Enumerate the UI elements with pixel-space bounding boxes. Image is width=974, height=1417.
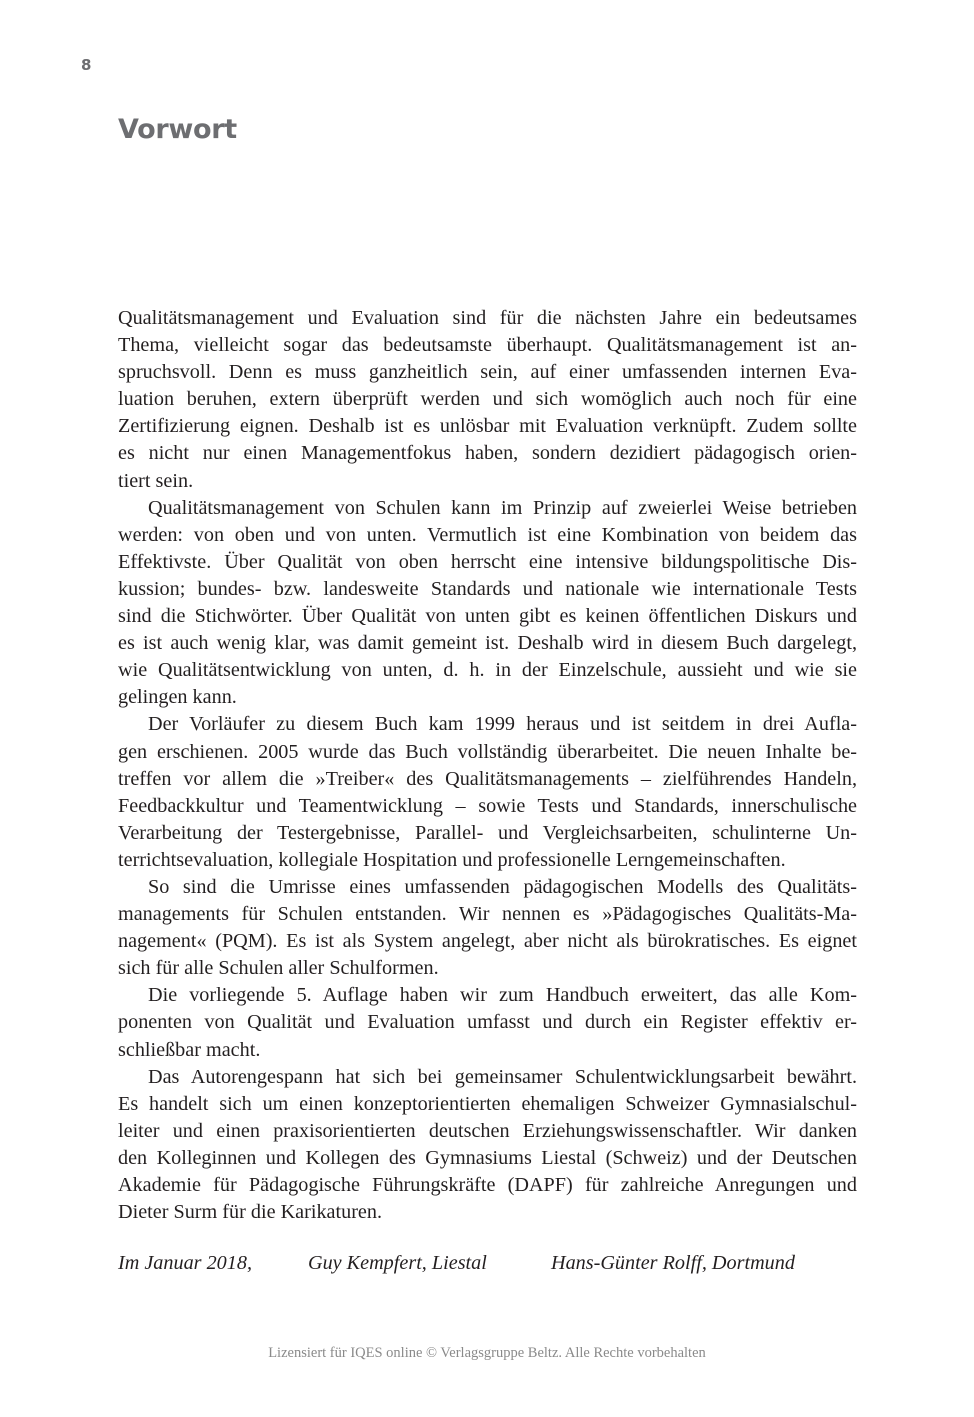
signature-line — [118, 1252, 857, 1280]
text-line: sind die Stichwörter. Über Qualität von unten gibt es keinen öffentlichen Diskurs und — [118, 605, 857, 628]
text-line: terrichtsevaluation, kollegiale Hospitation und professionelle Lerngemeinschaften. — [118, 848, 786, 871]
text-line: ponenten von Qualität und Evaluation umfasst und durch ein Register effektiv er- — [118, 1011, 857, 1034]
signature-author-2: Hans-Günter Rolff, Dortmund — [551, 1252, 795, 1274]
paragraph — [118, 982, 857, 1063]
text-line: treffen vor allem die »Treiber« des Qualitätsmanagements – zielführendes Handeln, — [118, 767, 857, 790]
paragraph — [118, 874, 857, 982]
text-line: Qualitätsmanagement von Schulen kann im Prinzip auf zweierlei Weise betrieben — [148, 496, 857, 519]
signature-author-1: Guy Kempfert, Liestal — [308, 1252, 487, 1274]
text-line: So sind die Umrisse eines umfassenden pädagogischen Modells des Qualitäts- — [148, 875, 857, 898]
page-number: 8 — [81, 56, 92, 74]
text-line: sich für alle Schulen aller Schulformen. — [118, 957, 439, 980]
text-line: Die vorliegende 5. Auflage haben wir zum Handbuch erweitert, das alle Kom- — [148, 984, 857, 1007]
text-line: tiert sein. — [118, 469, 194, 492]
paragraph — [118, 711, 857, 874]
text-line: es nicht nur einen Managementfokus haben, sondern dezidiert pädagogisch orien- — [118, 442, 857, 465]
text-line: spruchsvoll. Denn es muss ganzheitlich sein, auf einer umfassenden internen Eva- — [118, 361, 857, 384]
text-line: Effektivste. Über Qualität von oben herrscht eine intensive bildungspolitische Dis- — [118, 550, 857, 573]
text-line: Verarbeitung der Testergebnisse, Parallel- und Vergleichsarbeiten, schulinterne Un- — [118, 821, 857, 844]
text-line: Das Autorengespann hat sich bei gemeinsamer Schulentwicklungsarbeit bewährt. — [148, 1065, 857, 1088]
body-text — [118, 305, 857, 1226]
text-line: Zertifizierung eignen. Deshalb ist es unlösbar mit Evaluation verknüpft. Zudem sollte — [118, 415, 857, 438]
text-line: es ist auch wenig klar, was damit gemeint ist. Deshalb wird in diesem Buch dargelegt, — [118, 632, 857, 655]
text-line: nagement« (PQM). Es ist als System angelegt, aber nicht als bürokratisches. Es eignet — [118, 930, 857, 953]
text-line: Qualitätsmanagement und Evaluation sind für die nächsten Jahre ein bedeutsames — [118, 307, 857, 329]
text-line: gelingen kann. — [118, 686, 237, 709]
text-line: Akademie für Pädagogische Führungskräfte (DAPF) für zahlreiche Anregungen und — [118, 1174, 857, 1196]
text-line: schließbar macht. — [118, 1038, 261, 1061]
text-line: luation beruhen, extern überprüft werden und sich womöglich auch noch für eine — [118, 388, 857, 411]
signature-date: Im Januar 2018, — [118, 1252, 253, 1274]
paragraph — [118, 495, 857, 712]
text-line: leiter und einen praxisorientierten deutschen Erziehungswissenschaftler. Wir danken — [118, 1119, 857, 1142]
paragraph — [118, 1064, 857, 1227]
text-line: Dieter Surm für die Karikaturen. — [118, 1201, 383, 1224]
text-line: Es handelt sich um einen konzeptorientierten ehemaligen Schweizer Gymnasialschul- — [118, 1092, 857, 1115]
text-line: managements für Schulen entstanden. Wir nennen es »Pädagogisches Qualitäts-Ma- — [118, 903, 857, 926]
text-line: werden: von oben und von unten. Vermutlich ist eine Kombination von beidem das — [118, 523, 857, 546]
text-line: kussion; bundes- bzw. landesweite Standards und nationale wie internationale Tests — [118, 577, 857, 600]
text-line: gen erschienen. 2005 wurde das Buch vollständig überarbeitet. Die neuen Inhalte be- — [118, 740, 857, 763]
license-footer: Lizensiert für IQES online © Verlagsgruppe Beltz. Alle Rechte vorbehalten — [268, 1345, 706, 1361]
text-line: den Kolleginnen und Kollegen des Gymnasiums Liestal (Schweiz) und der Deutschen — [118, 1146, 857, 1169]
text-line: wie Qualitätsentwicklung von unten, d. h. in der Einzelschule, aussieht und wie sie — [118, 659, 857, 682]
text-line: Thema, vielleicht sogar das bedeutsamste überhaupt. Qualitätsmanagement ist an- — [118, 334, 857, 357]
text-line: Der Vorläufer zu diesem Buch kam 1999 heraus und ist seitdem in drei Aufla- — [148, 713, 857, 736]
paragraph — [118, 305, 857, 495]
chapter-title: Vorwort — [118, 114, 237, 145]
text-line: Feedbackkultur und Teamentwicklung – sowie Tests und Standards, innerschulische — [118, 794, 857, 817]
